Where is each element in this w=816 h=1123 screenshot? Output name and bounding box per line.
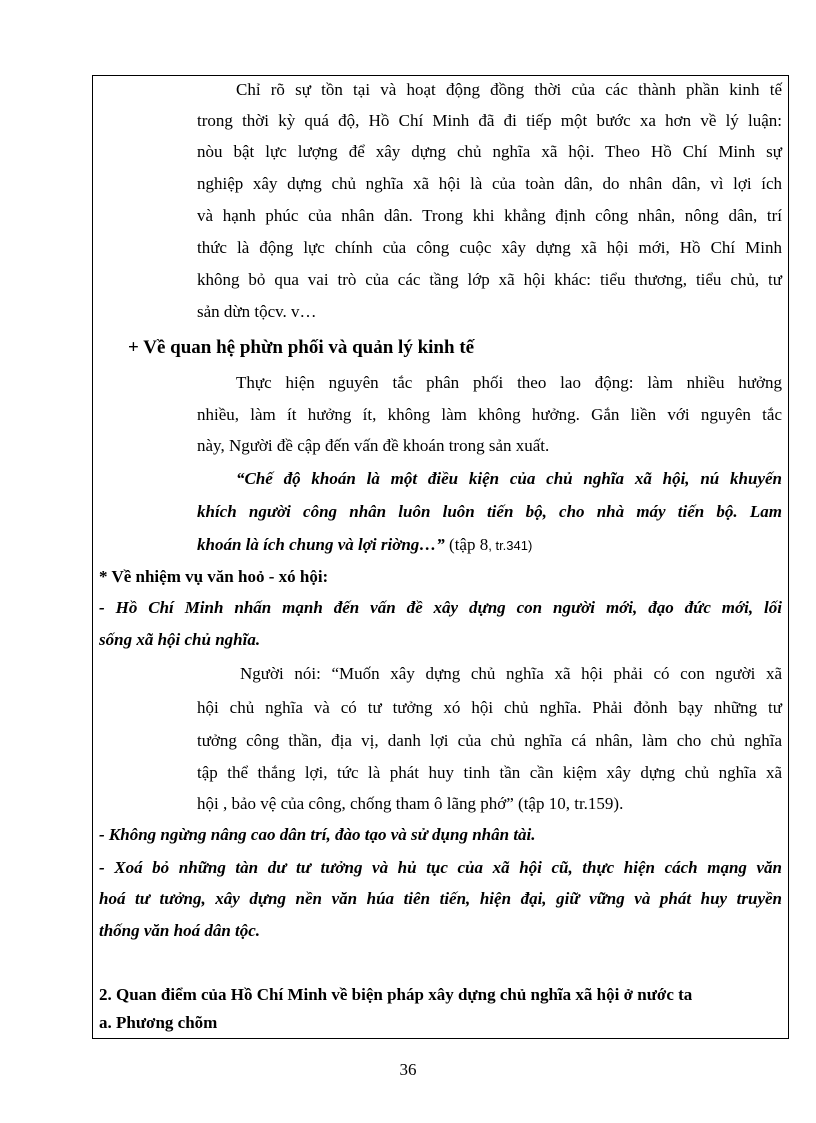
quote-text: khoán là ích chung và lợi riờng…” [197,535,445,554]
paragraph-line: nghiệp xây dựng chủ nghĩa xã hội là của toàn dân, do nhân dân, vì lợi ích [197,174,782,193]
paragraph-line: trong thời kỳ quá độ, Hồ Chí Minh đã đi tiếp một bước xa hơn về lý luận: [197,111,782,130]
paragraph-line: tưởng công thần, địa vị, danh lợi của chủ nghĩa cá nhân, làm cho chủ nghĩa [197,731,782,750]
bullet-line: thống văn hoá dân tộc. [99,921,261,940]
page-number: 36 [399,1060,417,1079]
paragraph-line: Chỉ rõ sự tồn tại và hoạt động đồng thời của các thành phần kinh tế [236,80,782,99]
paragraph-line: và hạnh phúc của nhân dân. Trong khi khẳng định công nhân, nông dân, trí [197,206,782,225]
paragraph-line: thức là động lực chính của công cuộc xây dựng xã hội mới, Hồ Chí Minh [197,238,782,257]
paragraph-line: Người nói: “Muốn xây dựng chủ nghĩa xã hội phải có con người xã [240,664,782,683]
bullet-line: sống xã hội chủ nghĩa. [99,630,261,649]
paragraph-line: nòu bật lực lượng để xây dựng chủ nghĩa xã hội. Theo Hồ Chí Minh sự [197,142,782,161]
section-heading: * Về nhiệm vụ văn hoỏ - xó hội: [99,567,329,586]
paragraph-line: nhiều, làm ít hưởng ít, không làm không hưởng. Gắn liền với nguyên tắc [197,405,782,424]
bullet-line: - Xoá bỏ những tàn dư tư tưởng và hủ tục của xã hội cũ, thực hiện cách mạng văn [99,858,782,877]
citation-page: , tr.341) [488,538,533,553]
section-title: 2. Quan điểm của Hồ Chí Minh về biện pháp xây dựng chủ nghĩa xã hội ở nước ta [99,985,693,1004]
bullet-line: - Hồ Chí Minh nhấn mạnh đến vấn đề xây dựng con người mới, đạo đức mới, lối [99,598,782,617]
paragraph-line: sản dừn tộcv. v… [197,302,317,321]
paragraph-line: hội , bảo vệ của công, chống tham ô lãng phớ” (tập 10, tr.159). [197,794,624,813]
paragraph-line: Thực hiện nguyên tắc phân phối theo lao động: làm nhiều hưởng [236,373,782,392]
quote-line: “Chế độ khoán là một điều kiện của chủ nghĩa xã hội, nú khuyến [236,469,782,488]
paragraph-line: tập thể thắng lợi, tức là phát huy tinh tần cần kiệm xây dựng chủ nghĩa xã [197,763,782,782]
bullet-line: - Không ngừng nâng cao dân trí, đào tạo và sử dụng nhân tài. [99,825,536,844]
paragraph-line: không bỏ qua vai trò của các tầng lớp xã hội khác: tiểu thương, tiểu chủ, tư [197,270,782,289]
citation-volume: (tập 8 [444,535,489,554]
section-heading: + Về quan hệ phừn phối và quản lý kinh tế [128,337,475,358]
quote-line [197,535,532,556]
paragraph-line: này, Người đề cập đến vấn đề khoán trong sản xuất. [197,436,550,455]
bullet-line: hoá tư tưởng, xây dựng nền văn húa tiên tiến, hiện đại, giữ vững và phát huy truyền [99,889,782,908]
subsection-title: a. Phương chõm [99,1013,218,1032]
quote-line: khích người công nhân luôn luôn tiến bộ, cho nhà máy tiến bộ. Lam [197,502,782,521]
paragraph-line: hội chủ nghĩa và có tư tưởng xó hội chủ nghĩa. Phải đỏnh bạy những tư [197,698,782,717]
